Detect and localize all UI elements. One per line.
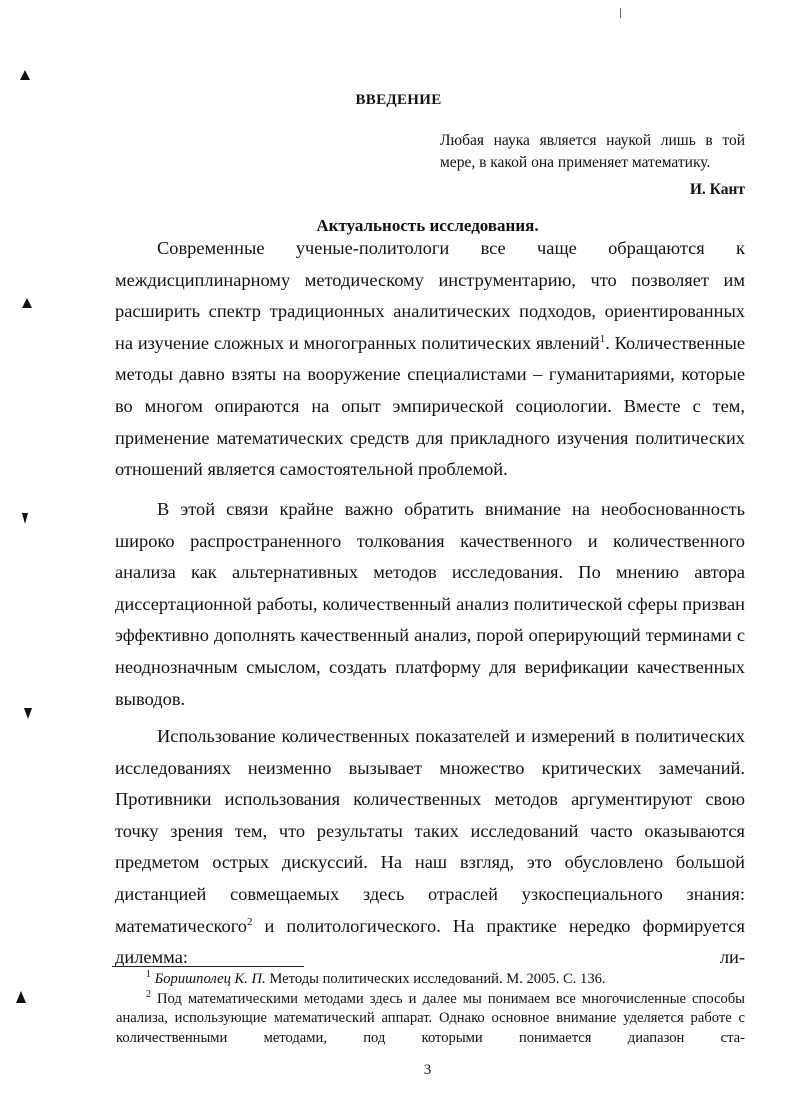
paragraph-3-text: Использование количественных показателей и измерений в политических исследованиях неизменно вызывает множество критических замечаний. Противники использования количественных методов аргументируют свою точку зрения тем, что результаты таких исследований часто оказываются предметом острых дискуссий. На наш взгляд, это обусловлено большой дистанцией совмещаемых здесь отраслей узкоспециального знания: математического — [115, 726, 745, 936]
footnote-1 — [116, 970, 745, 990]
paragraph-1-text: Современные ученые-политологи все чаще обращаются к междисциплинарному методическому инструментарию, что позволяет им расширить спектр традиционных аналитических подходов, ориентированных на изучение сложных и многогранных политических явлений — [115, 238, 745, 353]
page-number: 3 — [423, 1062, 432, 1078]
footnote-text: Методы политических исследований. М. 2005. С. 136. — [265, 971, 606, 987]
footnote-divider — [112, 966, 304, 967]
footnote-number: 1 — [146, 969, 151, 981]
footnote-author: Боришполец К. П. — [154, 971, 266, 987]
footnote-number: 2 — [146, 988, 151, 1000]
paragraph-3-text-cont: и политологического. На практике нередко формируется дилемма: ли- — [115, 915, 745, 968]
scan-artifact-mark — [22, 513, 28, 524]
paragraph-3 — [115, 721, 745, 974]
epigraph-author: И. Кант — [689, 181, 745, 198]
scan-artifact-mark — [16, 991, 26, 1003]
footnote-ref-1: 1 — [599, 332, 606, 345]
footnote-text: Под математическими методами здесь и далее мы понимаем все многочисленные способы анализа, использующие математический аппарат. Однако основное внимание уделяется работе с количественными методами, под которыми понимается диапазон ста- — [116, 990, 745, 1046]
paragraph-1 — [115, 233, 745, 486]
scan-artifact-mark — [20, 70, 30, 80]
scan-artifact-mark — [24, 708, 32, 719]
paragraph-1-text-cont: . Количественные методы давно взяты на вооружение специалистами – гуманитариями, которые во многом опираются на опыт эмпирической социологии. Вместе с тем, применение математических средств для прикладного изучения политических отношений является самостоятельной проблемой. — [115, 332, 745, 480]
scan-artifact-mark — [22, 298, 32, 308]
footnotes — [116, 970, 745, 1048]
section-title: Актуальность исследования. — [316, 216, 539, 235]
footnote-2 — [116, 990, 745, 1049]
epigraph-quote: Любая наука является наукой лишь в той мере, в какой она применяет математику. — [440, 132, 745, 171]
chapter-heading: ВВЕДЕНИЕ — [355, 92, 442, 108]
scan-artifact-mark — [620, 8, 621, 18]
paragraph-2: В этой связи крайне важно обратить внимание на необоснованность широко распространенного толкования качественного и количественного анализа как альтернативных методов исследования. По мнению автора диссертационной работы, количественный анализ политической сферы призван эффективно дополнять качественный анализ, порой оперирующий терминами с неоднозначным смыслом, создать платформу для верификации качественных выводов. — [115, 499, 745, 709]
footnote-ref-2: 2 — [246, 915, 253, 928]
